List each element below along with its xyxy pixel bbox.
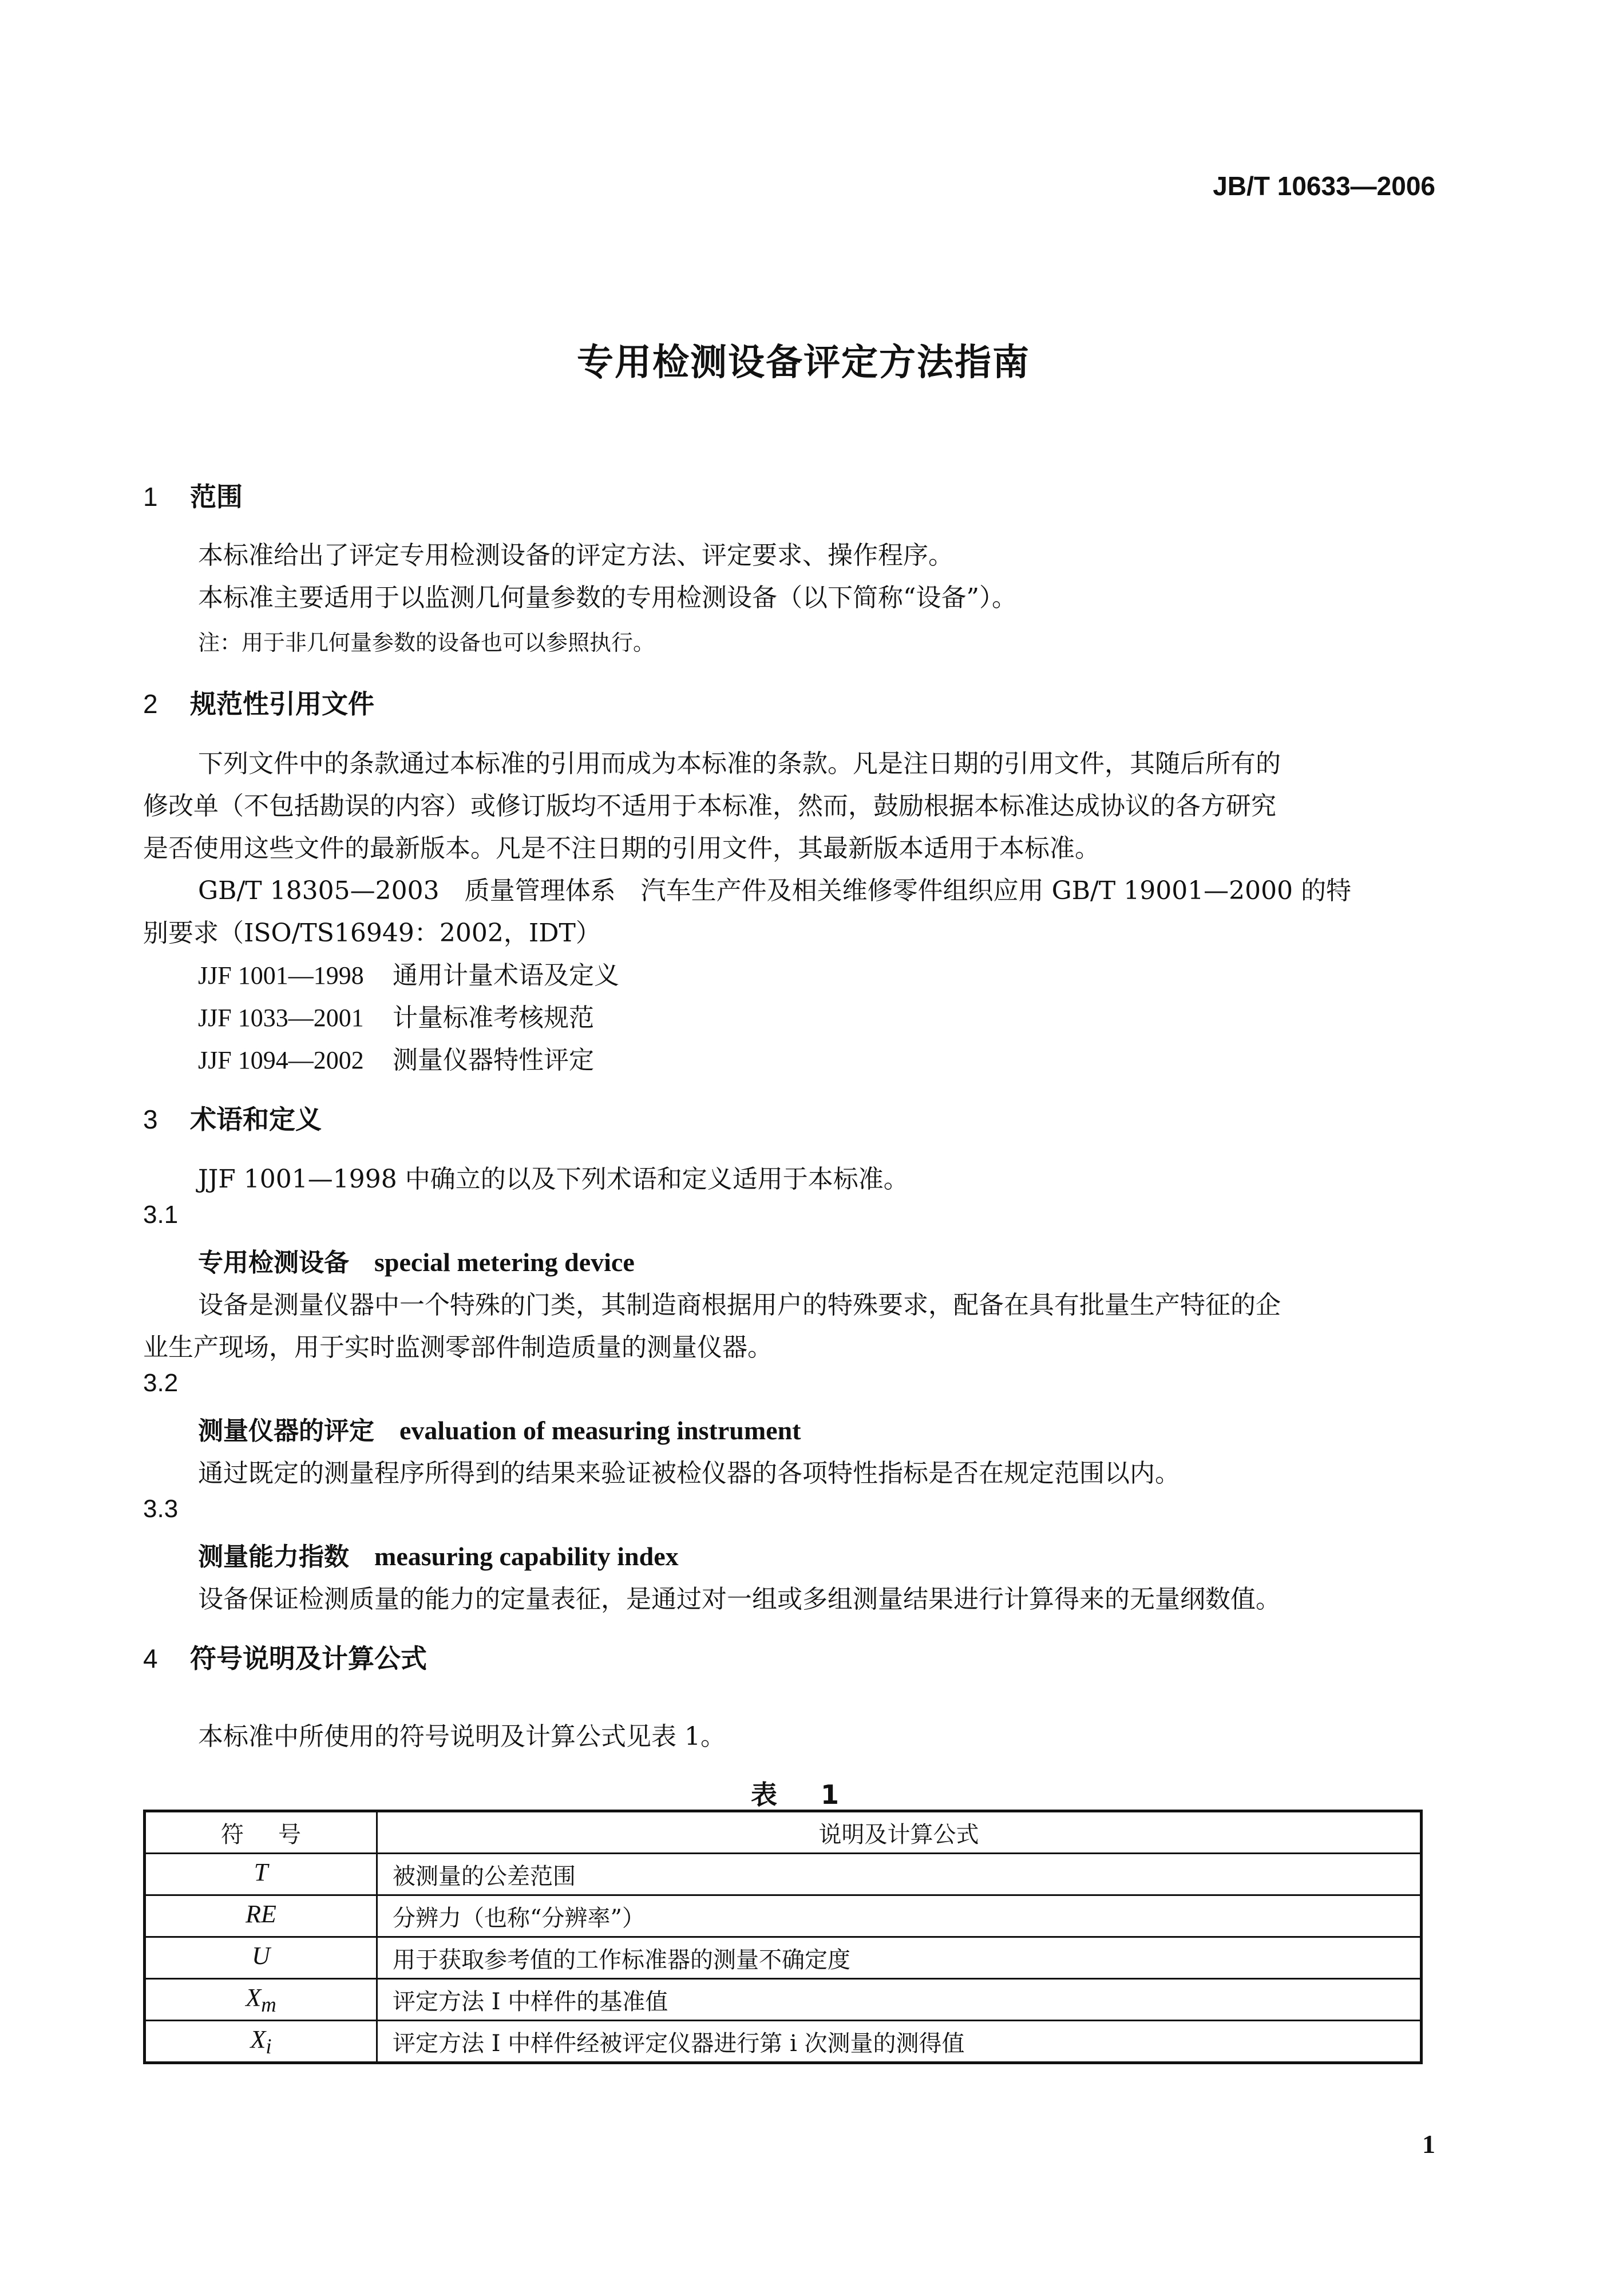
description-cell: 分辨力（也称“分辨率”） xyxy=(377,1895,1422,1937)
symbol-cell xyxy=(145,1979,377,2021)
subsection-number: 3.2 xyxy=(143,1369,179,1397)
table-caption: 表 1 xyxy=(750,1779,857,1810)
table-header-row xyxy=(145,1811,1422,1854)
section-1-heading xyxy=(143,476,243,514)
section-title: 符号说明及计算公式 xyxy=(190,1643,427,1674)
section-number: 1 xyxy=(143,482,158,512)
symbol-subscript: m xyxy=(261,1992,276,2016)
page-number: 1 xyxy=(1422,2129,1435,2159)
term-title xyxy=(198,1242,635,1278)
subsection-number: 3.3 xyxy=(143,1495,179,1523)
symbol-cell xyxy=(145,1895,377,1937)
section-4-heading xyxy=(143,1638,427,1676)
symbol: T xyxy=(254,1858,268,1886)
table-row xyxy=(145,2021,1422,2063)
paragraph-line: 是否使用这些文件的最新版本。凡是不注日期的引用文件，其最新版本适用于本标准。 xyxy=(143,834,1100,863)
paragraph-line: 下列文件中的条款通过本标准的引用而成为本标准的条款。凡是注日期的引用文件，其随后所有的 xyxy=(198,749,1281,778)
symbols-table xyxy=(143,1810,1423,2064)
table-row xyxy=(145,1979,1422,2021)
paragraph-line: 本标准主要适用于以监测几何量参数的专用检测设备（以下简称“设备”）。 xyxy=(198,583,1017,612)
column-header-symbol: 符号 xyxy=(145,1811,377,1854)
symbol-subscript: i xyxy=(266,2034,272,2058)
definition-line: 通过既定的测量程序所得到的结果来验证被检仪器的各项特性指标是否在规定范围以内。 xyxy=(198,1459,1180,1488)
reference-code: JJF 1033—2001 xyxy=(198,1004,364,1032)
table-row xyxy=(145,1854,1422,1895)
term-en: special metering device xyxy=(374,1248,635,1277)
reference-name: 测量仪器特性评定 xyxy=(393,1046,594,1075)
term-cn: 测量能力指数 xyxy=(198,1542,349,1571)
standard-code: JB/T 10633—2006 xyxy=(1213,171,1435,201)
section-title: 术语和定义 xyxy=(190,1104,322,1135)
term-title xyxy=(198,1536,679,1573)
reference-name: 计量标准考核规范 xyxy=(393,1003,594,1032)
description-cell: 被测量的公差范围 xyxy=(377,1854,1422,1895)
section-number: 3 xyxy=(143,1105,158,1134)
document-title: 专用检测设备评定方法指南 xyxy=(577,342,1030,384)
symbol-cell xyxy=(145,1854,377,1895)
symbol-cell xyxy=(145,1937,377,1979)
definition-line: 设备保证检测质量的能力的定量表征，是通过对一组或多组测量结果进行计算得来的无量纲数值。 xyxy=(198,1585,1281,1614)
reference-line: 别要求（ISO/TS16949：2002，IDT） xyxy=(143,919,601,948)
paragraph-line: 本标准中所使用的符号说明及计算公式见表 1。 xyxy=(198,1722,726,1751)
term-cn: 专用检测设备 xyxy=(198,1248,349,1277)
section-title: 范围 xyxy=(190,481,243,512)
symbol: X xyxy=(250,2025,266,2053)
reference-item xyxy=(198,1039,594,1076)
description-cell: 用于获取参考值的工作标准器的测量不确定度 xyxy=(377,1937,1422,1979)
subsection-number: 3.1 xyxy=(143,1201,179,1229)
paragraph-line: JJF 1001—1998 中确立的以及下列术语和定义适用于本标准。 xyxy=(198,1165,909,1194)
table-row xyxy=(145,1937,1422,1979)
paragraph-line: 修改单（不包括勘误的内容）或修订版均不适用于本标准，然而，鼓励根据本标准达成协议的各方研究 xyxy=(143,791,1276,821)
section-number: 4 xyxy=(143,1644,158,1673)
symbol: X xyxy=(246,1983,262,2012)
reference-code: JJF 1001—1998 xyxy=(198,961,364,989)
description-cell: 评定方法 I 中样件的基准值 xyxy=(377,1979,1422,2021)
note-text: 注：用于非几何量参数的设备也可以参照执行。 xyxy=(198,630,655,655)
section-title: 规范性引用文件 xyxy=(190,688,374,719)
table-row xyxy=(145,1895,1422,1937)
symbol: RE xyxy=(246,1899,276,1928)
definition-line: 业生产现场，用于实时监测零部件制造质量的测量仪器。 xyxy=(143,1333,773,1362)
section-3-heading xyxy=(143,1099,322,1137)
reference-code: JJF 1094—2002 xyxy=(198,1046,364,1074)
column-header-description: 说明及计算公式 xyxy=(377,1811,1422,1854)
term-cn: 测量仪器的评定 xyxy=(198,1416,374,1446)
reference-name: 通用计量术语及定义 xyxy=(393,961,619,990)
section-2-heading xyxy=(143,683,374,721)
definition-line: 设备是测量仪器中一个特殊的门类，其制造商根据用户的特殊要求，配备在具有批量生产特征的企 xyxy=(198,1290,1281,1320)
paragraph-line: 本标准给出了评定专用检测设备的评定方法、评定要求、操作程序。 xyxy=(198,541,953,570)
term-en: evaluation of measuring instrument xyxy=(399,1416,801,1445)
description-cell: 评定方法 I 中样件经被评定仪器进行第 i 次测量的测得值 xyxy=(377,2021,1422,2063)
symbol: U xyxy=(252,1941,270,1970)
term-title xyxy=(198,1410,801,1447)
reference-item xyxy=(198,955,619,991)
reference-item xyxy=(198,997,594,1034)
symbol-cell xyxy=(145,2021,377,2063)
reference-line: GB/T 18305—2003 质量管理体系 汽车生产件及相关维修零件组织应用 GB/T 19001—2000 的特 xyxy=(198,876,1352,905)
term-en: measuring capability index xyxy=(374,1542,679,1571)
section-number: 2 xyxy=(143,689,158,719)
